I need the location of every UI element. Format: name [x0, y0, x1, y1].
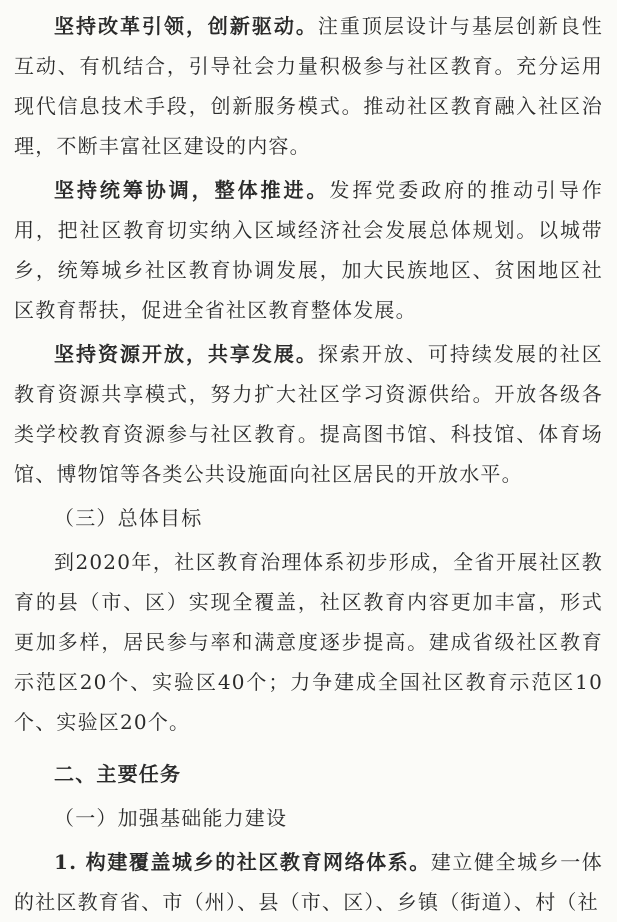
overall-goal-paragraph: 到2020年，社区教育治理体系初步形成，全省开展社区教育的县（市、区）实现全覆盖，社区教育内容更加丰富，形式更加多样，居民参与率和满意度逐步提高。建成省级社区教育示范区20个、实验区40个；力争建成全国社区教育示范区10个、实验区20个。 — [14, 550, 603, 734]
item-paragraph-1 — [14, 842, 603, 922]
principle-lead-1: 坚持改革引领，创新驱动。 — [54, 14, 318, 38]
principle-paragraph-2 — [14, 170, 603, 330]
spacer — [14, 746, 603, 754]
principle-paragraph-1 — [14, 6, 603, 166]
chapter-heading-main-tasks: 二、主要任务 — [54, 762, 182, 786]
section-heading-overall-goal: （三）总体目标 — [54, 506, 203, 530]
principle-paragraph-3 — [14, 334, 603, 494]
principle-lead-3: 坚持资源开放，共享发展。 — [54, 342, 318, 366]
subsection-heading-capacity: （一）加强基础能力建设 — [54, 806, 288, 830]
principle-text-1: 注重顶层设计与基层创新良性互动、有机结合，引导社会力量积极参与社区教育。充分运用现代信息技术手段，创新服务模式。推动社区教育融入社区治理，不断丰富社区建设的内容。 — [14, 14, 603, 158]
item-text-1: 建立健全城乡一体的社区教育省、市（州）、县（市、区）、乡镇（街道）、村（社 — [14, 850, 603, 914]
principle-lead-2: 坚持统筹协调，整体推进。 — [54, 178, 330, 202]
item-lead-1: 1. 构建覆盖城乡的社区教育网络体系。 — [54, 850, 431, 874]
principle-text-2: 发挥党委政府的推动引导作用，把社区教育切实纳入区域经济社会发展总体规划。以城带乡，统筹城乡社区教育协调发展，加大民族地区、贫困地区社区教育帮扶，促进全省社区教育整体发展。 — [14, 178, 603, 322]
principle-text-3: 探索开放、可持续发展的社区教育资源共享模式，努力扩大社区学习资源供给。开放各级各类学校教育资源参与社区教育。提高图书馆、科技馆、体育场馆、博物馆等各类公共设施面向社区居民的开放水平。 — [14, 342, 603, 486]
